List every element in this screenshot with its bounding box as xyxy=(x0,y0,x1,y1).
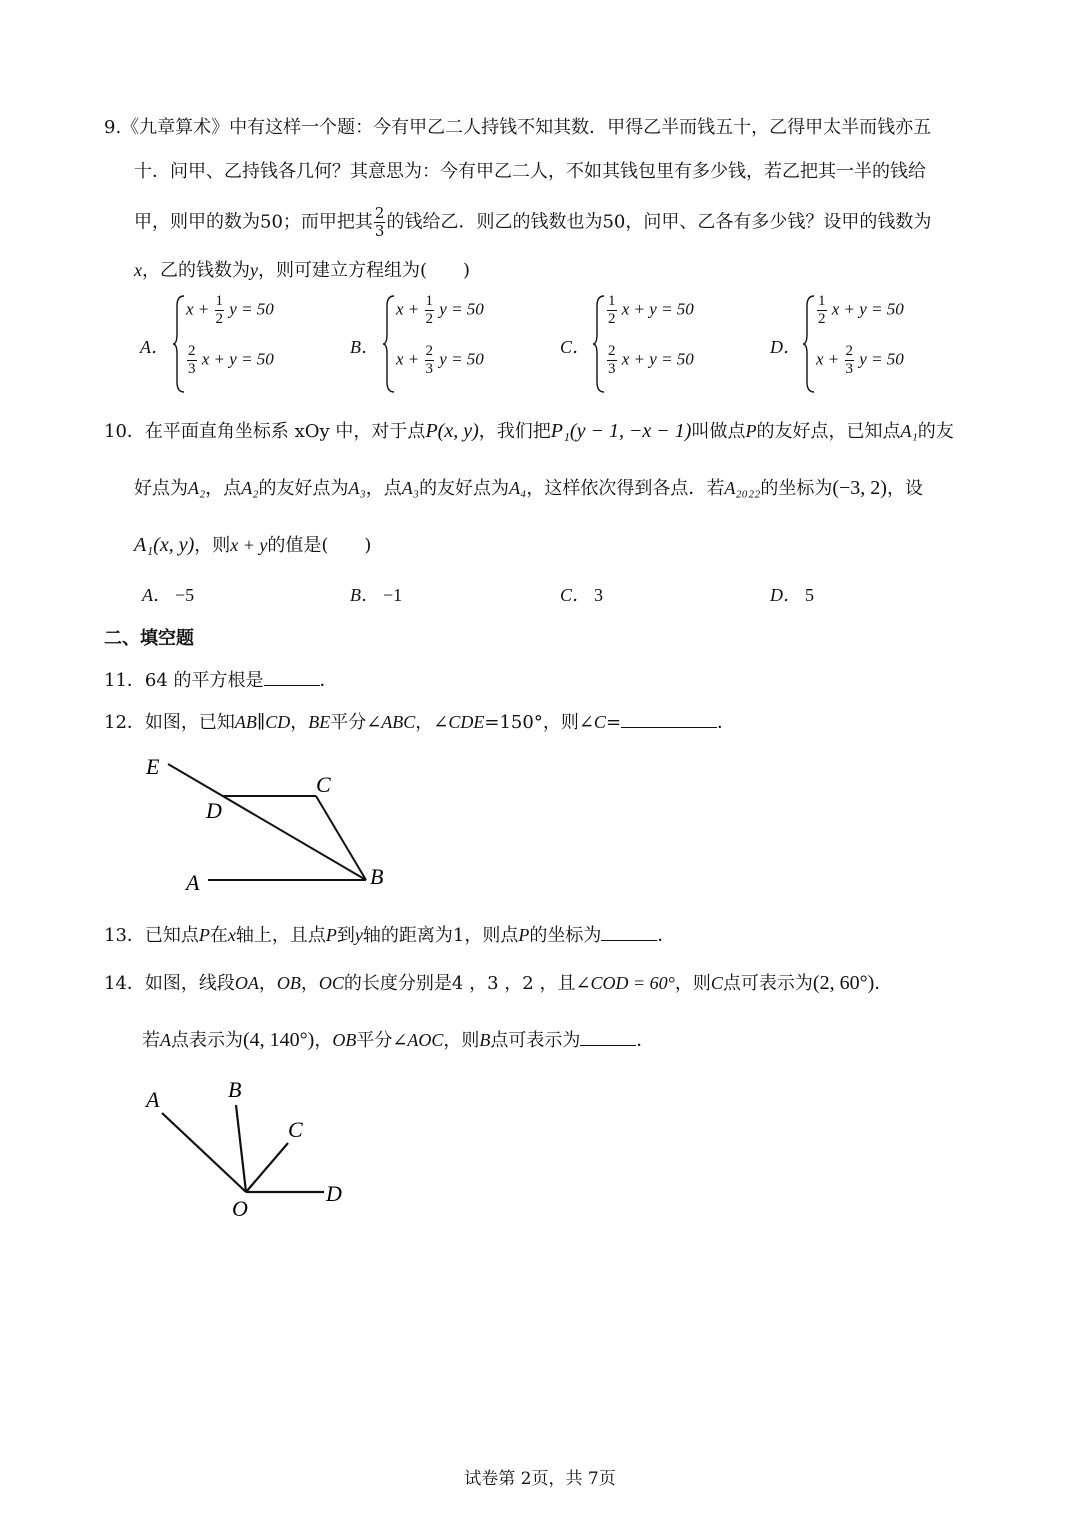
q12-line-CB xyxy=(316,796,366,880)
section-heading-fill-in: 二、填空题 xyxy=(104,628,194,649)
q9-equation-row: x + $\frac{1}{2}$ y = 50 xyxy=(186,293,274,327)
q9-option-system[interactable] xyxy=(802,294,952,394)
q12-answer-blank[interactable] xyxy=(621,711,717,728)
q9-option-system[interactable] xyxy=(592,294,742,394)
left-brace-icon xyxy=(592,294,606,394)
q10-line3: A₁(x, y)，则x + y的值是( ) xyxy=(134,534,372,556)
q12-label-D: D xyxy=(206,798,222,823)
q14-line1: 14．如图，线段OA，OB，OC的长度分别是4 ，3 ，2 ，且∠COD = 60°，则C点可表示为(2, 60°)． xyxy=(104,972,893,994)
left-brace-icon xyxy=(802,294,816,394)
page-footer: 试卷第 2页，共 7页 xyxy=(464,1469,616,1489)
q14-answer-blank[interactable] xyxy=(580,1029,636,1046)
q14-ray-OA xyxy=(162,1113,246,1192)
q13: 13．已知点P在x轴上，且点P到y轴的距离为1，则点P的坐标为 ． xyxy=(104,925,676,946)
q12-label-C: C xyxy=(316,772,331,797)
q9-line3-start: 甲，则甲的数为50；而甲把其 xyxy=(134,211,373,233)
q12: 12．如图，已知AB∥CD，BE平分∠ABC，∠CDE=150°，则∠C= ． xyxy=(104,712,736,733)
q14-label-O: O xyxy=(232,1196,248,1221)
q10-line2: 好点为A₂，点A₂的友好点为A₃，点A₃的友好点为A₄，这样依次得到各点．若A₂₀₂₂的坐标为(−3, 2)，设 xyxy=(134,477,923,499)
q9-fraction: $\frac{2}{3}$ xyxy=(374,204,385,240)
q9-option-system[interactable] xyxy=(172,294,322,394)
q9-equation-row: x + $\frac{1}{2}$ y = 50 xyxy=(396,293,484,327)
q9-equation-row: x + $\frac{2}{3}$ y = 50 xyxy=(396,343,484,377)
q12-label-A: A xyxy=(186,870,200,895)
q12-label-E: E xyxy=(146,754,160,779)
q12-figure xyxy=(140,750,400,900)
q14-line2: 若A点表示为(4, 140°)，OB平分∠AOC，则B点可表示为 ． xyxy=(142,1029,655,1051)
q11: 11．64 的平方根是 ． xyxy=(104,670,338,691)
q14-figure xyxy=(140,1075,360,1225)
q9-option-label: A． xyxy=(140,337,169,357)
q14-label-C: C xyxy=(288,1117,303,1142)
left-brace-icon xyxy=(172,294,186,394)
q10-option[interactable]: D． 5 xyxy=(770,585,814,605)
q14-label-A: A xyxy=(146,1087,160,1112)
q14-ray-OB xyxy=(236,1105,246,1192)
q14-label-B: B xyxy=(228,1077,242,1102)
q9-equation-row: $\frac{2}{3}$ x + y = 50 xyxy=(188,343,274,377)
q9-option-label: B． xyxy=(350,337,379,357)
q9-line2: 十．问甲、乙持钱各几何？其意思为：今有甲乙二人，不如其钱包里有多少钱，若乙把其一半的钱给 xyxy=(134,161,926,182)
q12-label-B: B xyxy=(370,864,384,889)
q9-line1: 9.《九章算术》中有这样一个题：今有甲乙二人持钱不知其数．甲得乙半而钱五十，乙得甲太半而钱亦五 xyxy=(104,117,932,138)
q9-line4: x，乙的钱数为y，则可建立方程组为( ) xyxy=(134,260,471,281)
q10-option[interactable]: A． −5 xyxy=(142,585,195,605)
q9-option-system[interactable] xyxy=(382,294,532,394)
q13-answer-blank[interactable] xyxy=(601,924,657,941)
q9-line3 xyxy=(134,206,931,239)
q11-answer-blank[interactable] xyxy=(264,669,320,686)
q9-option-label: C． xyxy=(560,337,591,357)
q9-equation-row: $\frac{1}{2}$ x + y = 50 xyxy=(818,293,904,327)
q10-option[interactable]: C． 3 xyxy=(560,585,604,605)
left-brace-icon xyxy=(382,294,396,394)
q9-equation-row: x + $\frac{2}{3}$ y = 50 xyxy=(816,343,904,377)
q12-line-EB xyxy=(168,764,366,880)
q10-option[interactable]: B． −1 xyxy=(350,585,403,605)
q9-line3-end: 的钱给乙．则乙的钱数也为50，问甲、乙各有多少钱？设甲的钱数为 xyxy=(386,211,932,233)
q14-ray-OC xyxy=(246,1143,288,1192)
q9-equation-row: $\frac{2}{3}$ x + y = 50 xyxy=(608,343,694,377)
q14-label-D: D xyxy=(326,1181,342,1206)
q10-line1: 10．在平面直角坐标系 xOy 中，对于点P(x, y)，我们把P₁(y − 1, −x − 1)叫做点P的友好点，已知点A₁的友 xyxy=(104,420,954,442)
q9-option-label: D． xyxy=(770,337,801,357)
q9-equation-row: $\frac{1}{2}$ x + y = 50 xyxy=(608,293,694,327)
